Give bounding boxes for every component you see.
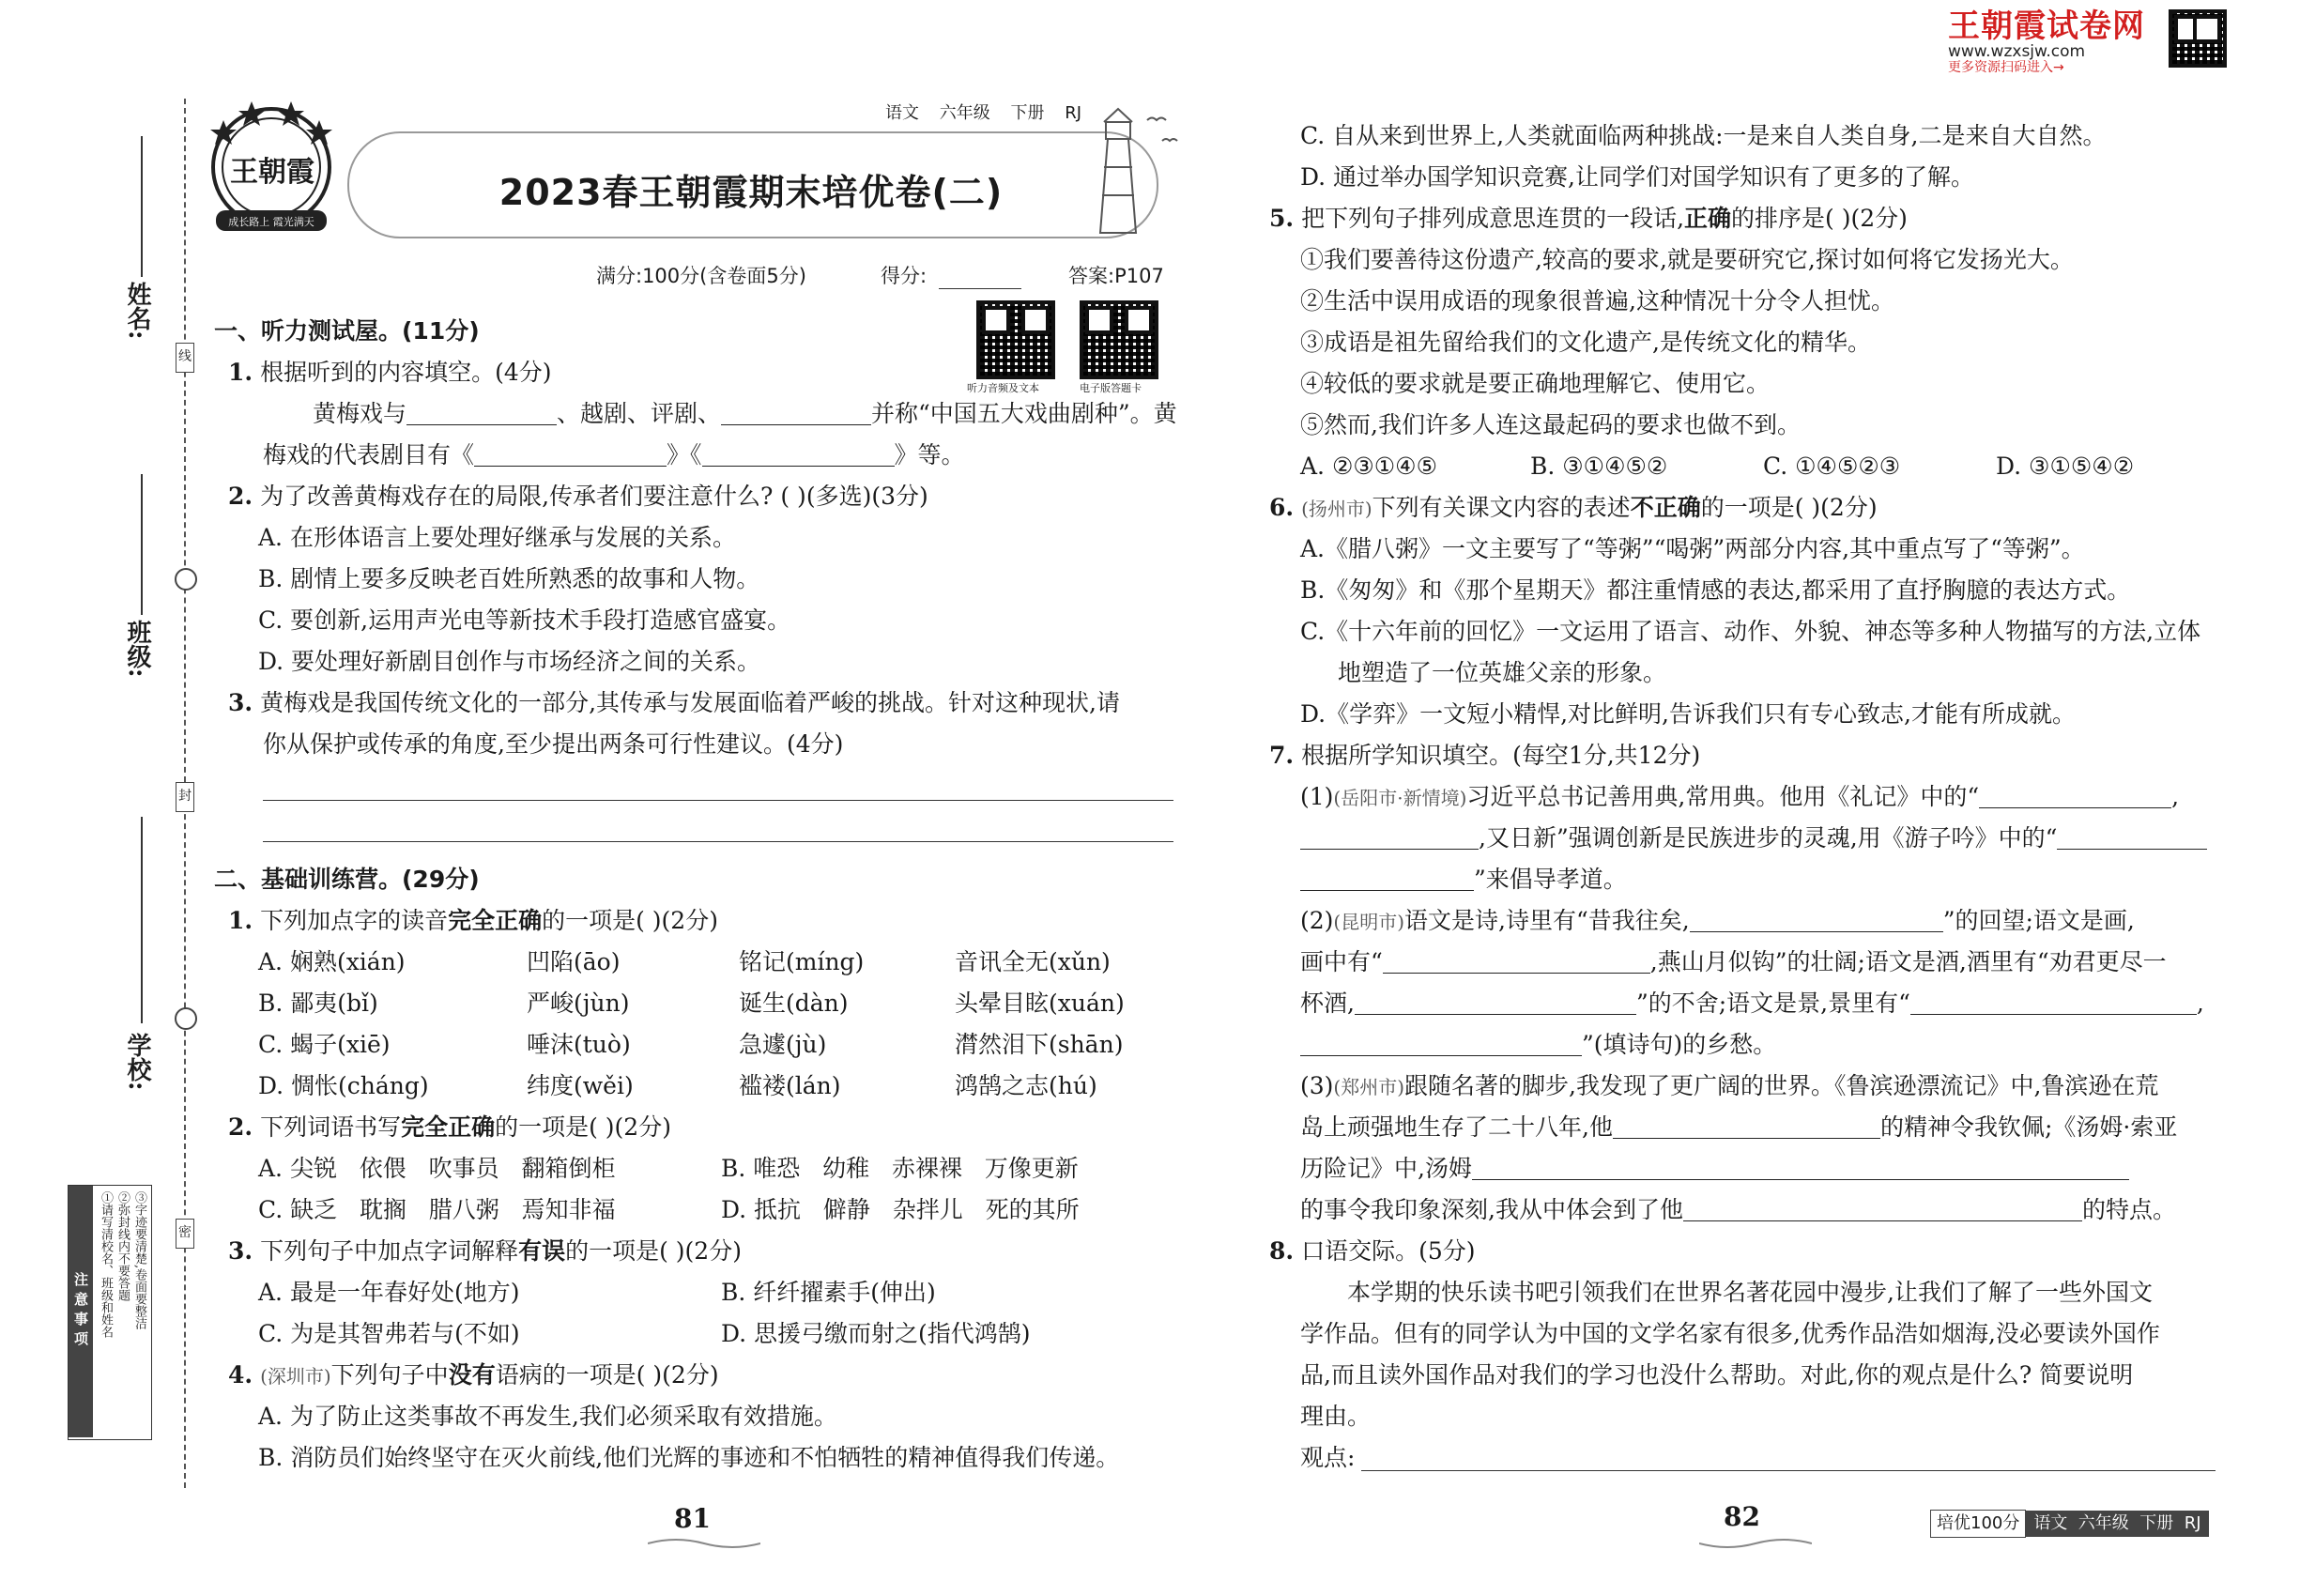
question-3-cont: 你从保护或传承的角度,至少提出两条可行性建议。(4分) (263, 730, 844, 758)
b7-blank[interactable] (1300, 1033, 1582, 1056)
b7-part-2-cont: ”(填诗句)的乡愁。 (1300, 1033, 1776, 1056)
b5-option[interactable]: A. ②③①④⑤ (1300, 453, 1438, 480)
notice-box (68, 1185, 152, 1440)
notice-item: ①请写清校名、班级和姓名 (99, 1191, 113, 1338)
viewpoint-label: 观点: (1300, 1444, 1356, 1471)
question-2 (228, 484, 928, 508)
page-ornament-icon (648, 1536, 760, 1551)
b7-part-2-cont: 画中有“ ,燕山月似钩”的壮阔;语文是酒,酒里有“劝君更尽一 (1300, 948, 2167, 975)
region-tag: (深圳市) (260, 1365, 331, 1388)
q1-blank-3[interactable] (474, 443, 667, 467)
footer-badge (1930, 1510, 2209, 1536)
page-number-left: 81 (674, 1503, 711, 1534)
edition-tag: RJ (1065, 103, 1082, 123)
cut-mark-xian: 线 (176, 343, 194, 373)
b6-option[interactable]: C.《十六年前的回忆》一文运用了语言、动作、外貌、神态等多种人物描写的方法,立体 (1300, 618, 2201, 645)
b7-part-3-cont: 岛上顽强地生存了二十八年,他 的精神令我钦佩;《汤姆·索亚 (1300, 1113, 2178, 1141)
q3-answer-line[interactable] (263, 800, 1173, 801)
b7-part-2-cont: 杯酒, ”的不舍;语文是景,景里有“ , (1300, 990, 2204, 1017)
q1-line-1: 黄梅戏与 、越剧、评剧、 并称“中国五大戏曲剧种”。黄 (313, 400, 1177, 427)
question-1 (228, 361, 551, 384)
b3-option[interactable]: B. 纤纤擢素手(伸出) (721, 1279, 936, 1306)
logo-text: 王朝霞 (230, 156, 314, 189)
notice-item: ②弥封线内不要答题 (115, 1191, 130, 1301)
answer-sheet-qr-code[interactable] (1080, 300, 1158, 379)
b7-part-2: (2)(昆明市)语文是诗,诗里有“昔我往矣, ”的回望;语文是画, (1300, 907, 2135, 934)
q2-option[interactable]: D. 要处理好新剧目创作与市场经济之间的关系。 (258, 648, 761, 675)
page-title: 2023春王朝霞期末培优卷(二) (498, 172, 1004, 213)
b6-option[interactable]: B.《匆匆》和《那个星期天》都注重情感的表达,都采用了直抒胸臆的表达方式。 (1300, 576, 2131, 604)
b7-part-3: (3)(郑州市)跟随名著的脚步,我发现了更广阔的世界。《鲁滨逊漂流记》中,鲁滨逊在荒 (1300, 1072, 2159, 1099)
grade-tag: 六年级 (939, 103, 990, 123)
b7-blank[interactable] (1300, 867, 1474, 891)
q2-option[interactable]: A. 在形体语言上要处理好继承与发展的关系。 (258, 524, 736, 551)
class-field-line[interactable] (141, 474, 143, 615)
b6-option[interactable]: A.《腊八粥》一文主要写了“等粥”“喝粥”两部分内容,其中重点写了“等粥”。 (1300, 535, 2085, 562)
b5-option[interactable]: C. ①④⑤②③ (1763, 453, 1901, 480)
b5-option[interactable]: D. ③①⑤④② (1996, 453, 2135, 480)
b6-option[interactable]: D.《学弈》一文短小精悍,对比鲜明,告诉我们只有专心致志,才能有所成就。 (1300, 700, 2076, 728)
b2-option[interactable]: B. 唯恐 幼稚 赤裸裸 万像更新 (721, 1155, 1079, 1182)
q1-blank-2[interactable] (721, 402, 871, 425)
b3-option[interactable]: D. 思援弓缴而射之(指代鸿鹄) (721, 1320, 1031, 1347)
q3-answer-line[interactable] (263, 841, 1173, 842)
q1-blank-4[interactable] (702, 443, 895, 467)
b5-sentence: ④较低的要求就是要正确地理解它、使用它。 (1300, 370, 1771, 397)
lighthouse-icon (1080, 101, 1183, 242)
question-number: 3. (228, 689, 253, 716)
answer-reference: 答案:P107 (1068, 265, 1164, 287)
q1-blank-1[interactable] (406, 402, 557, 425)
score-input[interactable] (939, 288, 1021, 289)
b2-option[interactable]: D. 抵抗 僻静 杂拌儿 死的其所 (721, 1196, 1080, 1223)
basic-question-6: 6. (扬州市)下列有关课文内容的表述不正确的一项是( )(2分) (1269, 494, 1878, 521)
b8-paragraph: 理由。 (1300, 1403, 1372, 1430)
b7-part-3-cont: 的事令我印象深刻,我从中体会到了他 的特点。 (1300, 1196, 2176, 1223)
cut-mark-feng: 封 (176, 782, 194, 812)
region-tag: (昆明市) (1333, 911, 1405, 933)
name-field-label: 姓名: (123, 282, 151, 340)
notice-item: ③字迹要清楚,卷面要整洁 (132, 1191, 146, 1330)
b4-option[interactable]: A. 为了防止这类事故不再发生,我们必须采取有效措施。 (258, 1403, 837, 1430)
notice-title: 注意事项 (69, 1186, 93, 1437)
q1-line-2: 梅戏的代表剧目有《 》《 》等。 (263, 441, 965, 468)
brand-qr-code[interactable] (2169, 9, 2227, 68)
b5-sentence: ①我们要善待这份遗产,较高的要求,就是要研究它,探讨如何将它发扬光大。 (1300, 246, 2074, 273)
listening-qr-caption: 听力音频及文本 (967, 382, 1039, 394)
b2-option[interactable]: A. 尖锐 依偎 吹事员 翻箱倒柜 (258, 1155, 616, 1182)
b7-blank[interactable] (1613, 1115, 1880, 1139)
region-tag: (扬州市) (1301, 498, 1372, 520)
page-ornament-icon (1699, 1536, 1812, 1551)
logo-slogan: 成长路上 霞光满天 (228, 216, 314, 228)
brand-url[interactable]: www.wzxsjw.com (1948, 42, 2086, 61)
region-tag: (岳阳市·新情境) (1333, 787, 1467, 809)
b7-blank[interactable] (1910, 991, 2197, 1015)
brand-hint: 更多资源扫码进入→ (1948, 60, 2064, 75)
b7-blank[interactable] (1690, 909, 1943, 932)
basic-question-5: 5. 把下列句子排列成意思连贯的一段话,正确的排序是( )(2分) (1269, 205, 1908, 232)
b2-option[interactable]: C. 缺乏 耽搁 腊八粥 焉知非福 (258, 1196, 616, 1223)
b3-option[interactable]: C. 为是其智弗若与(不如) (258, 1320, 520, 1347)
basic-question-8: 8. 口语交际。(5分) (1269, 1237, 1476, 1265)
school-field-line[interactable] (141, 817, 143, 1023)
basic-question-3: 3. 下列句子中加点字词解释有误的一项是( )(2分) (228, 1237, 742, 1265)
b4-option[interactable]: D. 通过举办国学知识竞赛,让同学们对国学知识有了更多的了解。 (1300, 163, 1974, 191)
region-tag: (郑州市) (1333, 1076, 1405, 1098)
b4-option[interactable]: C. 自从来到世界上,人类就面临两种挑战:一是来自人类自身,二是来自大自然。 (1300, 122, 2107, 149)
q2-option[interactable]: B. 剧情上要多反映老百姓所熟悉的故事和人物。 (258, 565, 760, 592)
basic-question-7: 7. 根据所学知识填空。(每空1分,共12分) (1269, 742, 1701, 769)
b8-paragraph: 本学期的快乐读书吧引领我们在世界名著花园中漫步,让我们了解了一些外国文 (1347, 1279, 2153, 1306)
b7-part-1-cont: ,又日新”强调创新是民族进步的灵魂,用《游子吟》中的“ (1300, 826, 2207, 850)
binding-hole-icon (175, 568, 197, 591)
b8-paragraph: 品,而且读外国作品对我们的学习也没什么帮助。对此,你的观点是什么? 简要说明 (1300, 1361, 2134, 1389)
b5-sentence: ⑤然而,我们许多人连这最起码的要求也做不到。 (1300, 411, 1801, 438)
viewpoint-answer-line[interactable] (1361, 1470, 2216, 1471)
section-1-title: 一、听力测试屋。(11分) (214, 317, 480, 345)
question-text: 根据听到的内容填空。(4分) (260, 359, 552, 386)
question-number: 2. (228, 483, 253, 510)
basic-question-2: 2. 下列词语书写完全正确的一项是( )(2分) (228, 1113, 671, 1141)
answer-sheet-qr-caption: 电子版答题卡 (1080, 382, 1142, 394)
listening-qr-code[interactable] (976, 300, 1055, 379)
subject-tag: 语文 (885, 103, 919, 123)
basic-question-1: 1. 下列加点字的读音完全正确的一项是( )(2分) (228, 907, 718, 934)
brand-name: 王朝霞试卷网 (1948, 8, 2145, 45)
basic-question-4: 4. (深圳市)下列句子中没有语病的一项是( )(2分) (228, 1361, 719, 1389)
b5-sentence: ②生活中误用成语的现象很普遍,这种情况十分令人担忧。 (1300, 287, 1894, 315)
full-score: 满分:100分(含卷面5分) (596, 265, 806, 287)
b5-option[interactable]: B. ③①④⑤② (1530, 453, 1668, 480)
binding-hole-icon (175, 1007, 197, 1030)
b7-blank[interactable] (1383, 950, 1650, 974)
b7-blank[interactable] (1979, 785, 2171, 808)
b7-blank[interactable] (1683, 1198, 2082, 1221)
question-3 (228, 691, 1120, 714)
school-field-label: 学校: (123, 1033, 151, 1091)
b6-option-cont: 地塑造了一位英雄父亲的形象。 (1338, 659, 1667, 686)
b7-blank[interactable] (2057, 826, 2207, 850)
question-text: 黄梅戏是我国传统文化的一部分,其传承与发展面临着严峻的挑战。针对这种现状,请 (260, 689, 1120, 716)
footer-tag: 培优100分 (1930, 1510, 2026, 1538)
b7-part-1-cont: ”来倡导孝道。 (1300, 867, 1627, 891)
b4-option[interactable]: B. 消防员们始终坚守在灭火前线,他们光辉的事迹和不怕牺牲的精神值得我们传递。 (258, 1444, 1120, 1471)
class-field-label: 班级: (123, 620, 151, 678)
b7-blank[interactable] (1300, 826, 1479, 850)
b5-sentence: ③成语是祖先留给我们的文化遗产,是传统文化的精华。 (1300, 329, 1871, 356)
b7-blank[interactable] (1355, 991, 1636, 1015)
page-number-right: 82 (1724, 1501, 1760, 1532)
question-number: 1. (228, 359, 253, 386)
section-2-title: 二、基础训练营。(29分) (214, 866, 480, 893)
b7-blank[interactable] (1472, 1157, 2129, 1180)
volume-tag: 下册 (1010, 103, 1045, 123)
question-text: 为了改善黄梅戏存在的局限,传承者们要注意什么? ( )(多选)(3分) (260, 483, 928, 510)
b7-part-1: (1)(岳阳市·新情境)习近平总书记善用典,常用典。他用《礼记》中的“ , (1300, 783, 2180, 810)
b7-part-3-cont: 历险记》中,汤姆 (1300, 1157, 2129, 1180)
b8-paragraph: 学作品。但有的同学认为中国的文学名家有很多,优秀作品浩如烟海,没必要读外国作 (1300, 1320, 2160, 1347)
name-field-line[interactable] (141, 136, 143, 277)
cut-mark-mi: 密 (176, 1219, 194, 1249)
subject-tags (878, 100, 1089, 124)
footer-info: 语文 六年级 下册 RJ (2026, 1511, 2208, 1537)
q2-option[interactable]: C. 要创新,运用声光电等新技术手段打造感官盛宴。 (258, 606, 791, 634)
b3-option[interactable]: A. 最是一年春好处(地方) (258, 1279, 520, 1306)
score-label: 得分: (881, 265, 928, 287)
